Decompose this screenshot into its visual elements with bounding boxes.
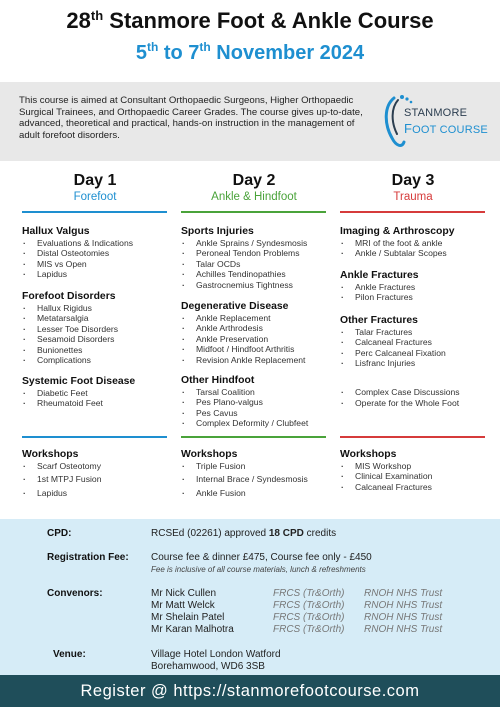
stanmore-logo xyxy=(380,90,490,154)
convenor-name: Mr Matt Welck xyxy=(151,600,215,611)
list-item: · Hallux Rigidus xyxy=(22,303,118,313)
convenor-qualification: FRCS (Tr&Orth) xyxy=(273,600,345,611)
section-list xyxy=(181,387,308,429)
list-item: · Rheumatoid Feet xyxy=(22,398,103,408)
workshops-list xyxy=(22,461,101,498)
section-heading: Forefoot Disorders xyxy=(22,291,116,302)
section-heading: Degenerative Disease xyxy=(181,301,289,312)
day3-subtitle: Trauma xyxy=(393,191,433,203)
list-item: · Ankle Fusion xyxy=(181,488,308,498)
convenor-qualification: FRCS (Tr&Orth) xyxy=(273,612,345,623)
list-item: · Ankle Arthrodesis xyxy=(181,323,305,333)
list-item: · Metatarsalgia xyxy=(22,313,118,323)
list-item: · Perc Calcaneal Fixation xyxy=(340,348,446,358)
intro-text: This course is aimed at Consultant Orthopaedic Surgeons, Higher Orthopaedic Surgical Trainees, and Orthopaedic Career Grades. The course gives up-to-date, advanced, theoretical and practical, hands-on instruction in the management of adult forefoot disorders. xyxy=(19,95,363,141)
list-item: · Talar Fractures xyxy=(340,327,446,337)
list-item: · Scarf Osteotomy xyxy=(22,461,101,471)
list-item: · Tarsal Coalition xyxy=(181,387,308,397)
section-heading: Other Hindfoot xyxy=(181,375,255,386)
convenor-name: Mr Karan Malhotra xyxy=(151,624,234,635)
list-item: · 1st MTPJ Fusion xyxy=(22,474,101,484)
venue-line1: Village Hotel London Watford xyxy=(151,649,281,660)
section-heading: Hallux Valgus xyxy=(22,226,90,237)
convenor-organisation: RNOH NHS Trust xyxy=(364,588,443,599)
list-item: · Distal Osteotomies xyxy=(22,248,133,258)
day1-subtitle: Forefoot xyxy=(73,191,117,203)
section-heading: Systemic Foot Disease xyxy=(22,376,136,387)
list-item: · Ankle Preservation xyxy=(181,334,305,344)
day1-header xyxy=(21,172,169,203)
section-heading: Other Fractures xyxy=(340,315,418,326)
convenors-label: Convenors: xyxy=(47,588,103,599)
workshops-heading: Workshops xyxy=(22,449,79,460)
list-item: · Gastrocnemius Tightness xyxy=(181,280,307,290)
day2-subtitle: Ankle & Hindfoot xyxy=(211,191,297,203)
venue-line2: Borehamwood, WD6 3SB xyxy=(151,661,265,672)
list-item: · Bunionettes xyxy=(22,345,118,355)
list-item: · Calcaneal Fractures xyxy=(340,337,446,347)
list-item: · Lapidus xyxy=(22,488,101,498)
section-list xyxy=(22,388,103,409)
list-item: · Complex Deformity / Clubfeet xyxy=(181,418,308,428)
list-item: · Triple Fusion xyxy=(181,461,308,471)
convenor-organisation: RNOH NHS Trust xyxy=(364,612,443,623)
intro-band xyxy=(0,82,500,161)
list-item: · Lisfranc Injuries xyxy=(340,358,446,368)
logo-line2: FOOT COURSE xyxy=(404,121,488,136)
list-item: · Midfoot / Hindfoot Arthritis xyxy=(181,344,305,354)
list-item: · MRI of the foot & ankle xyxy=(340,238,447,248)
day1-bottom-rule xyxy=(22,436,167,438)
day2-bottom-rule xyxy=(181,436,326,438)
list-item: · Talar OCDs xyxy=(181,259,307,269)
section-list xyxy=(340,238,447,259)
day2-header xyxy=(180,172,328,203)
workshops-heading: Workshops xyxy=(340,449,397,460)
day2-top-rule xyxy=(181,211,326,213)
list-item: · Complications xyxy=(22,355,118,365)
day2-title: Day 2 xyxy=(232,172,276,189)
list-item: · Calcaneal Fractures xyxy=(340,482,432,492)
convenor-name: Mr Nick Cullen xyxy=(151,588,217,599)
workshops-list xyxy=(181,461,308,498)
section-heading: Imaging & Arthroscopy xyxy=(340,226,455,237)
registration-fee-label: Registration Fee: xyxy=(47,552,129,563)
registration-fee-note: Fee is inclusive of all course materials, lunch & refreshments xyxy=(151,565,366,574)
list-item: · Sesamoid Disorders xyxy=(22,334,118,344)
list-item: · Ankle Replacement xyxy=(181,313,305,323)
convenor-qualification: FRCS (Tr&Orth) xyxy=(273,588,345,599)
course-title: 28th Stanmore Foot & Ankle Course xyxy=(66,8,434,33)
workshops-list xyxy=(340,461,432,492)
day1-title: Day 1 xyxy=(73,172,117,189)
venue-label: Venue: xyxy=(53,649,86,660)
section-list xyxy=(181,238,307,290)
logo-line1: STANMORE xyxy=(404,107,468,119)
day3-bottom-rule xyxy=(340,436,485,438)
list-item: · Diabetic Feet xyxy=(22,388,103,398)
list-item: · Complex Case Discussions xyxy=(340,387,460,397)
list-item: · MIS vs Open xyxy=(22,259,133,269)
section-list xyxy=(340,327,446,369)
section-heading: Sports Injuries xyxy=(181,226,254,237)
section-list xyxy=(22,303,118,365)
list-item: · Pes Cavus xyxy=(181,408,308,418)
list-item: · Lesser Toe Disorders xyxy=(22,324,118,334)
list-item: · Revision Ankle Replacement xyxy=(181,355,305,365)
day1-top-rule xyxy=(22,211,167,213)
list-item: · Pilon Fractures xyxy=(340,292,415,302)
cpd-value: RCSEd (02261) approved 18 CPD credits xyxy=(151,528,337,539)
convenor-organisation: RNOH NHS Trust xyxy=(364,624,443,635)
cpd-label: CPD: xyxy=(47,528,72,539)
day3-title: Day 3 xyxy=(391,172,435,189)
list-item: · Operate for the Whole Foot xyxy=(340,398,460,408)
info-band xyxy=(0,519,500,675)
discussion-list xyxy=(340,387,460,409)
list-item: · Clinical Examination xyxy=(340,471,432,481)
day3-header xyxy=(339,172,487,203)
convenor-organisation: RNOH NHS Trust xyxy=(364,600,443,611)
section-list xyxy=(181,313,305,365)
list-item: · Achilles Tendinopathies xyxy=(181,269,307,279)
register-link[interactable]: Register @ https://stanmorefootcourse.com xyxy=(0,675,500,707)
list-item: · Internal Brace / Syndesmosis xyxy=(181,474,308,484)
list-item: · Evaluations & Indications xyxy=(22,238,133,248)
convenor-name: Mr Shelain Patel xyxy=(151,612,225,623)
list-item: · MIS Workshop xyxy=(340,461,432,471)
list-item: · Ankle / Subtalar Scopes xyxy=(340,248,447,258)
section-list xyxy=(22,238,133,280)
course-dates: 5th to 7th November 2024 xyxy=(135,40,365,64)
section-list xyxy=(340,282,415,303)
section-heading: Ankle Fractures xyxy=(340,270,419,281)
convenor-qualification: FRCS (Tr&Orth) xyxy=(273,624,345,635)
list-item: · Peroneal Tendon Problems xyxy=(181,248,307,258)
day3-top-rule xyxy=(340,211,485,213)
list-item: · Lapidus xyxy=(22,269,133,279)
list-item: · Ankle Fractures xyxy=(340,282,415,292)
workshops-heading: Workshops xyxy=(181,449,238,460)
list-item: · Ankle Sprains / Syndesmosis xyxy=(181,238,307,248)
list-item: · Pes Plano-valgus xyxy=(181,397,308,407)
registration-fee-value: Course fee & dinner £475, Course fee only - £450 xyxy=(151,552,372,563)
